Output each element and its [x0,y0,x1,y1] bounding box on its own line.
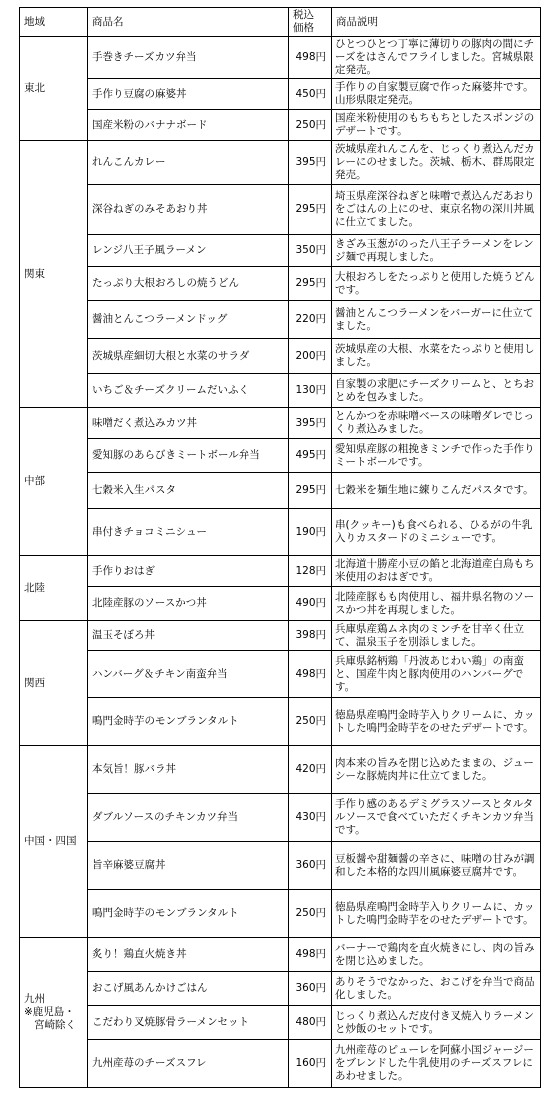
product-name: 温玉そぼろ丼 [88,621,289,651]
product-desc: 手作りの自家製豆腐で作った麻婆丼です。山形県限定発売。 [332,79,541,110]
product-price: 360円 [289,842,332,890]
product-desc: 埼玉県産深谷ねぎと味噌で煮込んだあおりをごはんの上にのせ、東京名物の深川丼風に仕立てました。 [332,185,541,235]
product-price: 220円 [289,301,332,339]
product-desc: 大根おろしをたっぷりと使用した焼うどんです。 [332,267,541,301]
product-table [19,7,541,1088]
table-row [20,110,541,141]
header-price [289,8,332,37]
product-desc: とんかつを赤味噌ベースの味噌ダレでじっくり煮込みました。 [332,408,541,439]
product-desc: バーナーで鶏肉を直火焼きにし、肉の旨みを閉じ込めました。 [332,938,541,972]
header-price-line1: 税込 [293,9,314,21]
table-row [20,842,541,890]
product-desc: 兵庫県産鶏ムネ肉のミンチを甘辛く仕立て、温泉玉子を別添しました。 [332,621,541,651]
product-name: 鳴門金時芋のモンブランタルト [88,890,289,938]
product-name: 本気旨！豚バラ丼 [88,746,289,794]
product-name: 国産米粉のバナナボード [88,110,289,141]
product-price: 398円 [289,621,332,651]
header-desc: 商品説明 [332,8,541,37]
table-row [20,374,541,408]
table-row [20,37,541,79]
table-row [20,79,541,110]
product-name: ダブルソースのチキンカツ弁当 [88,794,289,842]
table-row [20,972,541,1006]
region-cell-kyushu [20,938,88,1088]
product-desc: 手作り感のあるデミグラスソースとタルタルソースで食べていただくチキンカツ弁当です。 [332,794,541,842]
product-price: 498円 [289,651,332,698]
product-price: 498円 [289,37,332,79]
product-price: 360円 [289,972,332,1006]
table-row [20,509,541,556]
product-desc: 愛知県産豚の粗挽きミンチで作った手作りミートボールです。 [332,439,541,473]
product-name: たっぷり大根おろしの焼うどん [88,267,289,301]
table-row [20,698,541,746]
product-name: 醤油とんこつラーメンドッグ [88,301,289,339]
product-name: 九州産苺のチーズスフレ [88,1040,289,1088]
table-row [20,235,541,267]
product-name: レンジ八王子風ラーメン [88,235,289,267]
product-desc: じっくり煮込んだ皮付き叉焼入りラーメンと炒飯のセットです。 [332,1006,541,1040]
table-row [20,587,541,621]
product-desc: 北海道十勝産小豆の餡と北海道産白鳥もち米使用のおはぎです。 [332,556,541,587]
product-desc: きざみ玉葱がのった八王子ラーメンをレンジ麺で再現しました。 [332,235,541,267]
product-name: 味噌だく煮込みカツ丼 [88,408,289,439]
table-row [20,890,541,938]
product-price: 200円 [289,339,332,374]
product-name: 串付きチョコミニシュー [88,509,289,556]
table-row [20,651,541,698]
product-desc: 肉本来の旨みを閉じ込めたままの、ジューシーな豚焼肉丼に仕立てました。 [332,746,541,794]
table-row [20,267,541,301]
header-price-line2: 価格 [293,22,314,34]
product-name: れんこんカレー [88,141,289,185]
product-price: 250円 [289,890,332,938]
product-desc: 豆板醤や甜麺醤の辛さに、味噌の甘みが調和した本格的な四川風麻婆豆腐丼です。 [332,842,541,890]
product-price: 495円 [289,439,332,473]
product-desc: 兵庫県銘柄鶏「丹波あじわい鶏」の南蛮と、国産牛肉と豚肉使用のハンバーグです。 [332,651,541,698]
product-name: いちご＆チーズクリームだいふく [88,374,289,408]
table-row [20,185,541,235]
product-price: 130円 [289,374,332,408]
product-price: 190円 [289,509,332,556]
product-desc: 徳島県産鳴門金時芋入りクリームに、カットした鳴門金時芋をのせたデザートです。 [332,698,541,746]
product-name: 深谷ねぎのみそあおり丼 [88,185,289,235]
header-region: 地域 [20,8,88,37]
product-price: 430円 [289,794,332,842]
table-header-row [20,8,541,37]
product-price: 395円 [289,141,332,185]
product-name: 手作りおはぎ [88,556,289,587]
table-row [20,938,541,972]
product-desc: 茨城県産れんこんを、じっくり煮込んだカレーにのせました。茨城、栃木、群馬限定発売。 [332,141,541,185]
region-label-line: ※鹿児島・ [24,1006,75,1018]
product-price: 250円 [289,698,332,746]
region-cell: 関東 [20,141,88,408]
product-name: ハンバーグ＆チキン南蛮弁当 [88,651,289,698]
product-name: 愛知豚のあらびきミートボール弁当 [88,439,289,473]
product-name: こだわり叉焼豚骨ラーメンセット [88,1006,289,1040]
product-desc: 茨城県産の大根、水菜をたっぷりと使用しました。 [332,339,541,374]
product-name: 炙り！鶏直火焼き丼 [88,938,289,972]
region-label-note: 宮崎除く [34,1019,76,1031]
product-price: 295円 [289,267,332,301]
product-name: 七穀米入生パスタ [88,473,289,509]
product-name: 手作り豆腐の麻婆丼 [88,79,289,110]
table-row [20,556,541,587]
product-name: 茨城県産細切大根と水菜のサラダ [88,339,289,374]
product-name: 鳴門金時芋のモンブランタルト [88,698,289,746]
product-desc: 九州産苺のピューレを阿蘇小国ジャージーをブレンドした牛乳使用のチーズスフレにあわせました。 [332,1040,541,1088]
product-price: 498円 [289,938,332,972]
table-row [20,339,541,374]
product-name: おこげ風あんかけごはん [88,972,289,1006]
product-price: 250円 [289,110,332,141]
region-cell: 東北 [20,37,88,141]
header-name: 商品名 [88,8,289,37]
product-price: 395円 [289,408,332,439]
region-label-line: 九州 [24,993,45,1005]
product-name: 北陸産豚のソースかつ丼 [88,587,289,621]
table-row [20,794,541,842]
table-row [20,1006,541,1040]
product-price: 128円 [289,556,332,587]
product-desc: 自家製の求肥にチーズクリームと、とちおとめを包みました。 [332,374,541,408]
product-desc: 国産米粉使用のもちもちとしたスポンジのデザートです。 [332,110,541,141]
table-row [20,746,541,794]
product-price: 480円 [289,1006,332,1040]
table-row [20,408,541,439]
product-desc: 七穀米を麺生地に練りこんだパスタです。 [332,473,541,509]
table-row [20,621,541,651]
product-price: 490円 [289,587,332,621]
product-price: 350円 [289,235,332,267]
product-desc: 串(クッキー)も食べられる、ひるがの牛乳入りカスタードのミニシューです。 [332,509,541,556]
table-row [20,439,541,473]
table-row [20,473,541,509]
product-price: 160円 [289,1040,332,1088]
product-price: 450円 [289,79,332,110]
product-desc: 徳島県産鳴門金時芋入りクリームに、カットした鳴門金時芋をのせたデザートです。 [332,890,541,938]
product-price: 295円 [289,185,332,235]
product-desc: ありそうでなかった、おこげを弁当で商品化しました。 [332,972,541,1006]
product-price: 420円 [289,746,332,794]
product-desc: 北陸産豚もも肉使用し、福井県名物のソースかつ丼を再現しました。 [332,587,541,621]
region-cell: 中部 [20,408,88,556]
region-cell: 中国・四国 [20,746,88,938]
table-row [20,1040,541,1088]
table-row [20,301,541,339]
region-cell: 関西 [20,621,88,746]
product-name: 手巻きチーズカツ弁当 [88,37,289,79]
product-name: 旨辛麻婆豆腐丼 [88,842,289,890]
product-desc: 醤油とんこつラーメンをバーガーに仕立てました。 [332,301,541,339]
region-cell: 北陸 [20,556,88,621]
product-price: 295円 [289,473,332,509]
table-row [20,141,541,185]
product-desc: ひとつひとつ丁寧に薄切りの豚肉の間にチーズをはさんでフライしました。宮城県限定発売。 [332,37,541,79]
